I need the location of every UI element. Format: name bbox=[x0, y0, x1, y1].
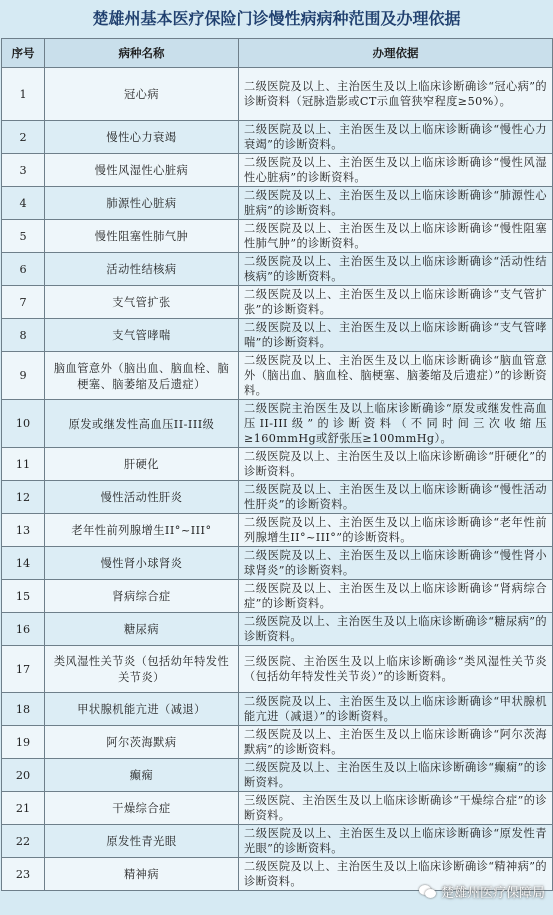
table-row bbox=[2, 481, 553, 514]
table-row bbox=[2, 726, 553, 759]
basis-text: 二级医院及以上、主治医生及以上临床诊断确诊“脑血管意外（脑出血、脑血栓、脑梗塞、脑萎缩及后遗症）”的诊断资料。 bbox=[239, 352, 553, 400]
disease-name: 慢性阻塞性肺气肿 bbox=[45, 220, 239, 253]
table-row bbox=[2, 693, 553, 726]
row-number: 18 bbox=[2, 693, 45, 726]
disease-name: 原发或继发性高血压II-III级 bbox=[45, 400, 239, 448]
basis-text: 二级医院及以上、主治医生及以上临床诊断确诊“精神病”的诊断资料。 bbox=[239, 858, 553, 891]
row-number: 12 bbox=[2, 481, 45, 514]
basis-text: 二级医院及以上、主治医生及以上临床诊断确诊“肺源性心脏病”的诊断资料。 bbox=[239, 187, 553, 220]
table-row bbox=[2, 448, 553, 481]
watermark-text: 楚雄州医疗保障局 bbox=[440, 886, 545, 901]
basis-text: 二级医院及以上、主治医生及以上临床诊断确诊“甲状腺机能亢进（减退）”的诊断资料。 bbox=[239, 693, 553, 726]
table-row bbox=[2, 400, 553, 448]
disease-name: 脑血管意外（脑出血、脑血栓、脑梗塞、脑萎缩及后遗症） bbox=[45, 352, 239, 400]
table-header-row bbox=[2, 39, 553, 68]
row-number: 1 bbox=[2, 68, 45, 121]
header-no: 序号 bbox=[2, 39, 45, 68]
disease-name: 精神病 bbox=[45, 858, 239, 891]
table-row bbox=[2, 352, 553, 400]
row-number: 10 bbox=[2, 400, 45, 448]
table-row bbox=[2, 154, 553, 187]
disease-name: 阿尔茨海默病 bbox=[45, 726, 239, 759]
disease-name: 慢性心力衰竭 bbox=[45, 121, 239, 154]
row-number: 13 bbox=[2, 514, 45, 547]
row-number: 15 bbox=[2, 580, 45, 613]
row-number: 8 bbox=[2, 319, 45, 352]
row-number: 5 bbox=[2, 220, 45, 253]
row-number: 2 bbox=[2, 121, 45, 154]
row-number: 19 bbox=[2, 726, 45, 759]
row-number: 23 bbox=[2, 858, 45, 891]
table-row bbox=[2, 253, 553, 286]
row-number: 3 bbox=[2, 154, 45, 187]
basis-text: 二级医院及以上、主治医生及以上临床诊断确诊“老年性前列腺增生II°~III°”的诊断资料。 bbox=[239, 514, 553, 547]
basis-text: 二级医院及以上、主治医生及以上临床诊断确诊“活动性结核病”的诊断资料。 bbox=[239, 253, 553, 286]
row-number: 11 bbox=[2, 448, 45, 481]
disease-name: 肺源性心脏病 bbox=[45, 187, 239, 220]
table-row bbox=[2, 646, 553, 693]
basis-text: 二级医院及以上、主治医生及以上临床诊断确诊“糖尿病”的诊断资料。 bbox=[239, 613, 553, 646]
disease-name: 肾病综合症 bbox=[45, 580, 239, 613]
table-row bbox=[2, 286, 553, 319]
row-number: 20 bbox=[2, 759, 45, 792]
basis-text: 二级医院及以上、主治医生及以上临床诊断确诊“慢性心力衰竭”的诊断资料。 bbox=[239, 121, 553, 154]
row-number: 9 bbox=[2, 352, 45, 400]
basis-text: 二级医院及以上、主治医生及以上临床诊断确诊“阿尔茨海默病”的诊断资料。 bbox=[239, 726, 553, 759]
disease-table bbox=[1, 38, 553, 891]
basis-text: 二级医院及以上、主治医生及以上临床诊断确诊“支气管哮喘”的诊断资料。 bbox=[239, 319, 553, 352]
basis-text: 二级医院及以上、主治医生及以上临床诊断确诊“慢性肾小球肾炎”的诊断资料。 bbox=[239, 547, 553, 580]
basis-text: 二级医院及以上、主治医生及以上临床诊断确诊“原发性青光眼”的诊断资料。 bbox=[239, 825, 553, 858]
disease-name: 慢性风湿性心脏病 bbox=[45, 154, 239, 187]
disease-name: 糖尿病 bbox=[45, 613, 239, 646]
basis-text: 二级医院及以上、主治医生及以上临床诊断确诊“支气管扩张”的诊断资料。 bbox=[239, 286, 553, 319]
row-number: 7 bbox=[2, 286, 45, 319]
table-row bbox=[2, 319, 553, 352]
disease-name: 类风湿性关节炎（包括幼年特发性关节炎） bbox=[45, 646, 239, 693]
table-row bbox=[2, 825, 553, 858]
basis-text: 三级医院、主治医生及以上临床诊断确诊“类风湿性关节炎（包括幼年特发性关节炎）”的诊断资料。 bbox=[239, 646, 553, 693]
basis-text: 二级医院及以上、主治医生及以上临床诊断确诊“肾病综合症”的诊断资料。 bbox=[239, 580, 553, 613]
disease-name: 老年性前列腺增生II°~III° bbox=[45, 514, 239, 547]
disease-name: 干燥综合症 bbox=[45, 792, 239, 825]
table-row bbox=[2, 68, 553, 121]
row-number: 21 bbox=[2, 792, 45, 825]
table-body bbox=[2, 68, 553, 891]
table-row bbox=[2, 220, 553, 253]
table-row bbox=[2, 187, 553, 220]
disease-name: 活动性结核病 bbox=[45, 253, 239, 286]
row-number: 4 bbox=[2, 187, 45, 220]
table-row bbox=[2, 759, 553, 792]
basis-text: 二级医院及以上、主治医生及以上临床诊断确诊“冠心病”的诊断资料（冠脉造影或CT示血管狭窄程度≥50%）。 bbox=[239, 68, 553, 121]
table-row bbox=[2, 580, 553, 613]
disease-name: 慢性活动性肝炎 bbox=[45, 481, 239, 514]
row-number: 17 bbox=[2, 646, 45, 693]
header-basis: 办理依据 bbox=[239, 39, 553, 68]
disease-name: 支气管哮喘 bbox=[45, 319, 239, 352]
watermark bbox=[419, 882, 545, 901]
basis-text: 三级医院、主治医生及以上临床诊断确诊“干燥综合症”的诊断资料。 bbox=[239, 792, 553, 825]
disease-name: 甲状腺机能亢进（减退） bbox=[45, 693, 239, 726]
wechat-icon bbox=[419, 884, 437, 899]
basis-text: 二级医院及以上、主治医生及以上临床诊断确诊“慢性阻塞性肺气肿”的诊断资料。 bbox=[239, 220, 553, 253]
basis-text: 二级医院及以上、主治医生及以上临床诊断确诊“癫痫”的诊断资料。 bbox=[239, 759, 553, 792]
page-title: 楚雄州基本医疗保险门诊慢性病病种范围及办理依据 bbox=[0, 0, 553, 38]
row-number: 6 bbox=[2, 253, 45, 286]
table-row bbox=[2, 547, 553, 580]
row-number: 22 bbox=[2, 825, 45, 858]
header-name: 病种名称 bbox=[45, 39, 239, 68]
basis-text: 二级医院及以上、主治医生及以上临床诊断确诊“慢性活动性肝炎”的诊断资料。 bbox=[239, 481, 553, 514]
table-row bbox=[2, 613, 553, 646]
basis-text: 二级医院主治医生及以上临床诊断确诊“原发或继发性高血压II-III级”的诊断资料（不同时间三次收缩压≥160mmHg或舒张压≥100mmHg）。 bbox=[239, 400, 553, 448]
basis-text: 二级医院及以上、主治医生及以上临床诊断确诊“慢性风湿性心脏病”的诊断资料。 bbox=[239, 154, 553, 187]
row-number: 14 bbox=[2, 547, 45, 580]
disease-name: 肝硬化 bbox=[45, 448, 239, 481]
disease-name: 癫痫 bbox=[45, 759, 239, 792]
disease-name: 支气管扩张 bbox=[45, 286, 239, 319]
table-row bbox=[2, 121, 553, 154]
basis-text: 二级医院及以上、主治医生及以上临床诊断确诊“肝硬化”的诊断资料。 bbox=[239, 448, 553, 481]
row-number: 16 bbox=[2, 613, 45, 646]
disease-name: 冠心病 bbox=[45, 68, 239, 121]
table-row bbox=[2, 514, 553, 547]
table-row bbox=[2, 792, 553, 825]
disease-name: 原发性青光眼 bbox=[45, 825, 239, 858]
disease-name: 慢性肾小球肾炎 bbox=[45, 547, 239, 580]
